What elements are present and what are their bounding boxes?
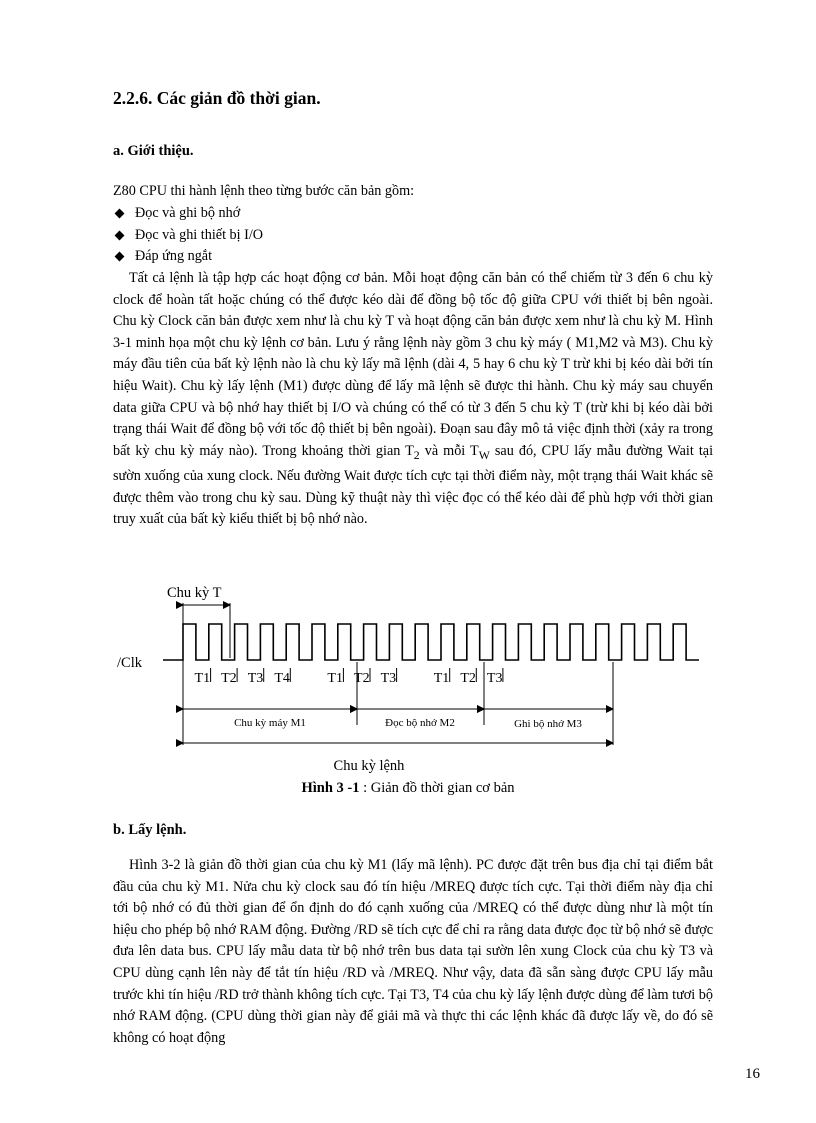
intro-text: Z80 CPU thi hành lệnh theo từng bước căn bản gồm:	[113, 183, 415, 199]
subsection-title-intro: a. Giới thiệu.	[113, 143, 194, 159]
bullet-text: Đọc và ghi bộ nhớ	[135, 205, 241, 221]
fetch-paragraph	[113, 855, 713, 1049]
t-state-label: T1	[327, 671, 343, 686]
t-state-labels	[195, 668, 503, 686]
period-label: Chu kỳ T	[167, 585, 222, 601]
figure-caption	[0, 780, 816, 797]
clock-signal-label: /Clk	[117, 655, 142, 671]
section-heading: 2.2.6. Các giản đồ thời gian.	[113, 88, 321, 108]
subscript: W	[478, 447, 490, 462]
subscript: 2	[413, 447, 420, 462]
t-state-label: T4	[274, 671, 290, 686]
t-state-label: T3	[247, 671, 264, 686]
m2-label: Đọc bộ nhớ M2	[385, 717, 455, 729]
caption-text: : Giản đồ thời gian cơ bản	[359, 780, 515, 796]
bullet-text: Đáp ứng ngắt	[135, 248, 213, 265]
bullet-text: Đọc và ghi thiết bị I/O	[135, 226, 264, 243]
m3-label: Ghi bộ nhớ M3	[514, 718, 582, 730]
t-state-label: T3	[486, 671, 503, 686]
instruction-cycle-label: Chu kỳ lệnh	[333, 758, 405, 774]
t-state-label: T1	[433, 671, 450, 686]
paragraph-part: sau đó, CPU lấy mẫu đường Wait tại sườn xuống của xung clock. Nếu đường Wait được tích cực tại thời điểm này, một trạng thái Wait khác sẽ được thêm vào trong chu kỳ sau. Dùng kỹ thuật này thì việc đọc có thể kéo dài để phù hợp với thời gian truy xuất của bất kỳ kiểu thiết bị bộ nhớ nào.	[113, 442, 714, 528]
caption-label: Hình 3 -1	[301, 780, 360, 796]
paragraph-part: Trong khoảng thời gian T	[262, 442, 414, 459]
t-state-label: T2	[460, 671, 476, 686]
paragraph-part: Tất cả lệnh là tập hợp các hoạt động cơ bản. Mỗi hoạt động căn bản có thể chiếm từ 3 đến 6 chu kỳ clock để hoàn tất hoặc chúng có thể được kéo dài để đồng bộ tốc độ giữa CPU với thiết bị bên ngoài. Chu kỳ Clock căn bản được xem như là chu kỳ T và hoạt động căn bản được xem như là chu kỳ M. Hình 3-1 minh họa một chu kỳ lệnh cơ bản. Lưu ý rằng lệnh này gồm 3 chu kỳ máy ( M1,M2 và M3). Chu kỳ máy đầu tiên của bất kỳ lệnh nào là chu kỳ lấy mã lệnh (dài 4, 5 hay 6 chu kỳ T trừ khi bị kéo dài bởi tín hiệu Wait). Chu kỳ lấy lệnh (M1) được dùng để lấy mã lệnh sẽ được thi hành. Chu kỳ máy sau chuyển data giữa CPU và bộ nhớ hay thiết bị I/O và chúng có thể có từ 3 đến 5 chu kỳ T (trừ khi bị kéo dài bởi trạng thái Wait để đồng bộ với tốc độ thiết bị bên ngoài). Đoạn sau đây mô tả việc định thời (xảy ra trong bất kỳ chu kỳ máy nào).	[113, 270, 713, 459]
t-state-label: T1	[194, 671, 211, 686]
paragraph-text: Hình 3-2 là giản đồ thời gian của chu kỳ M1 (lấy mã lệnh). PC được đặt trên bus địa chỉ tại điểm bắt đầu của chu kỳ M1. Nửa chu kỳ clock sau đó tín hiệu /MREQ được tích cực. Tại thời điểm này địa chỉ tới bộ nhớ có đủ thời gian để ổn định do đó cạnh xuống của /MREQ có thể được dùng như là một tín hiệu cho phép bộ nhớ RAM động. Đường /RD sẽ tích cực để chỉ ra rằng data được đọc từ bộ nhớ sẽ được đưa lên data bus. CPU lấy mẫu data từ bộ nhớ trên bus data tại sườn lên xung Clock của chu kỳ T3 và CPU dùng cạnh lên này để tắt tín hiệu /RD và /MREQ. Như vậy, data đã sẵn sàng được CPU lấy mẫu trước khi tín hiệu /RD trở thành không tích cực. Tại T3, T4 của chu kỳ lấy lệnh được dùng để làm tươi bộ nhớ RAM động. (CPU dùng thời gian này để giải mã và thực thi các lệnh khác đã được lấy về, do đó sẽ không có hoạt động	[113, 857, 713, 1046]
page-number: 16	[745, 1066, 760, 1082]
t-state-label: T2	[354, 671, 370, 686]
t-state-label: T3	[380, 671, 397, 686]
clock-waveform	[163, 624, 699, 660]
subsection-title-fetch: b. Lấy lệnh.	[113, 822, 187, 838]
m1-label: Chu kỳ máy M1	[234, 717, 306, 729]
paragraph-part: và mỗi T	[419, 442, 479, 459]
t-state-label: T2	[221, 671, 237, 686]
